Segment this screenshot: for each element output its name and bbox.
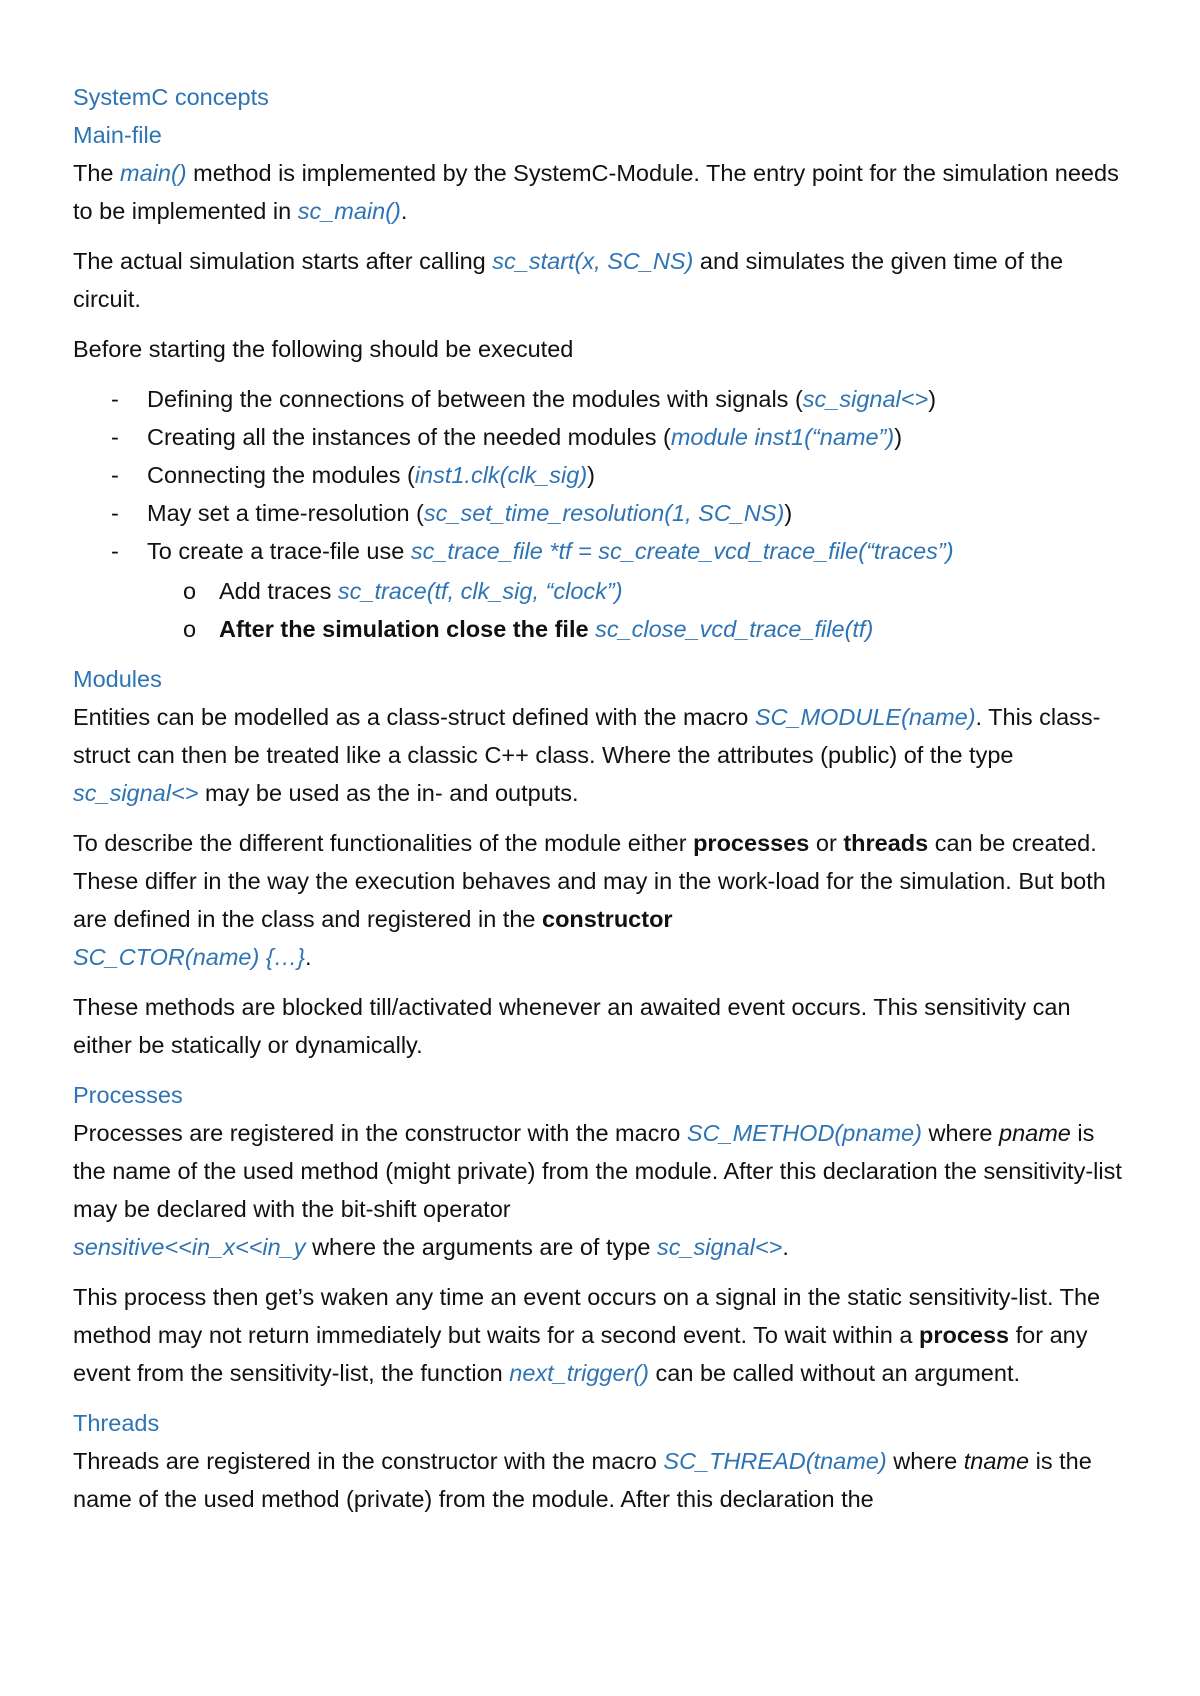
list-item: - May set a time-resolution (sc_set_time_resolution(1, SC_NS))	[73, 494, 1133, 532]
threads-paragraph-1: Threads are registered in the constructor with the macro SC_THREAD(tname) where tname is the name of the used method (private) from the module. After this declaration the	[73, 1448, 1092, 1512]
processes-paragraph-1: Processes are registered in the constructor with the macro SC_METHOD(pname) where pname is the name of the used method (might private) from the module. After this declaration the sensitivity-list may be declared with the bit-shift operator sensitive<<in_x<<in_y where the arguments are of type sc_signal<>.	[73, 1120, 1122, 1260]
dash-bullet: -	[111, 424, 119, 450]
code-main: main()	[120, 160, 187, 186]
code-sc-start: sc_start(x, SC_NS)	[492, 248, 694, 274]
sub-list-item: o Add traces sc_trace(tf, clk_sig, “clock”)	[73, 572, 1133, 610]
dash-bullet: -	[111, 500, 119, 526]
main-file-paragraph-1: The main() method is implemented by the SystemC-Module. The entry point for the simulation needs to be implemented in sc_main().	[73, 160, 1119, 224]
sub-list-item: o After the simulation close the file sc_close_vcd_trace_file(tf)	[73, 610, 1133, 648]
modules-paragraph-2: To describe the different functionalities of the module either processes or threads can be created. These differ in the way the execution behaves and may in the work-load for the simulation. But both are defined in the class and registered in the constructor SC_CTOR(name) {…}.	[73, 830, 1106, 970]
heading-threads: Threads	[73, 1410, 160, 1436]
modules-paragraph-1: Entities can be modelled as a class-struct defined with the macro SC_MODULE(name). This class-struct can then be treated like a classic C++ class. Where the attributes (public) of the type sc_signal<> may be used as the in- and outputs.	[73, 704, 1101, 806]
document-title: SystemC concepts	[73, 84, 269, 110]
trace-sub-list	[73, 572, 1133, 648]
processes-paragraph-2: This process then get’s waken any time an event occurs on a signal in the static sensitivity-list. The method may not return immediately but waits for a second event. To wait within a process for any event from the sensitivity-list, the function next_trigger() can be called without an argument.	[73, 1284, 1101, 1386]
modules-paragraph-3: These methods are blocked till/activated whenever an awaited event occurs. This sensitivity can either be statically or dynamically.	[73, 994, 1071, 1058]
circle-bullet: o	[183, 578, 197, 604]
list-item: - To create a trace-file use sc_trace_file *tf = sc_create_vcd_trace_file(“traces”)	[73, 532, 1133, 570]
steps-list	[73, 380, 1133, 570]
dash-bullet: -	[111, 462, 119, 488]
dash-bullet: -	[111, 538, 119, 564]
dash-bullet: -	[111, 386, 119, 412]
main-file-paragraph-2: The actual simulation starts after calling sc_start(x, SC_NS) and simulates the given time of the circuit.	[73, 248, 1064, 312]
main-file-paragraph-3: Before starting the following should be executed	[73, 336, 574, 362]
heading-main-file: Main-file	[73, 122, 162, 148]
list-item: - Creating all the instances of the needed modules (module inst1(“name”))	[73, 418, 1133, 456]
code-sc-main: sc_main()	[297, 198, 401, 224]
document-page	[73, 78, 1133, 1530]
heading-processes: Processes	[73, 1082, 183, 1108]
list-item: - Defining the connections of between the modules with signals (sc_signal<>)	[73, 380, 1133, 418]
heading-modules: Modules	[73, 666, 162, 692]
circle-bullet: o	[183, 616, 197, 642]
list-item: - Connecting the modules (inst1.clk(clk_sig))	[73, 456, 1133, 494]
